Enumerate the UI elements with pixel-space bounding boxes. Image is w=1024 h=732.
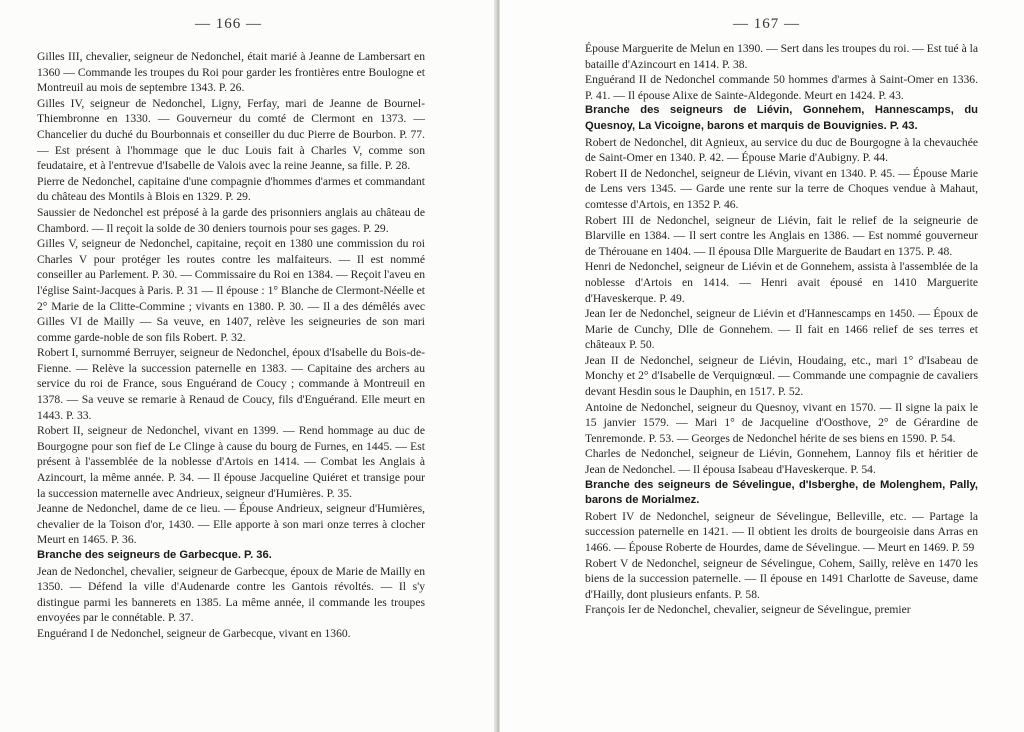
paragraph: Henri de Nedonchel, seigneur de Liévin et de Gonnehem, assista à l'assemblée de la noblesse d'Artois en 1414. — Henri avait épousé en 1410 Marguerite d'Haveskerque. P. 49. xyxy=(585,260,978,305)
page-number-right: — 167 — xyxy=(733,16,800,32)
paragraph: Gilles III, chevalier, seigneur de Nedonchel, était marié à Jeanne de Lambersart en 1360 — Commande les troupes du Roi pour garder les frontières entre Boulogne et Montreuil au mois de septembre 1343. P. 26. xyxy=(37,50,425,95)
section-heading: Branche des seigneurs de Liévin, Gonnehem, Hannescamps, du Quesnoy, La Vicoigne, barons et marquis de Bouvignies. P. 43. xyxy=(585,104,978,132)
paragraph: Enguérand I de Nedonchel, seigneur de Garbecque, vivant en 1360. xyxy=(37,626,351,640)
paragraph: Pierre de Nedonchel, capitaine d'une compagnie d'hommes d'armes et commandant du château des Montils à Blois en 1329. P. 29. xyxy=(37,174,425,204)
paragraph: Gilles IV, seigneur de Nedonchel, Ligny, Ferfay, mari de Jeanne de Bournel-Thiembronne en 1330. — Gouverneur du comté de Clermont en 1373. — Chancelier du duché du Bourbonnais et conseiller du duc Pierre de Bourbon. P. 77. — Est présent à l'hommage que le duc Louis fait à Charles V, comme son feudataire, et à l'entrevue d'Isabelle de Valois avec la reine Jeanne, sa fille. P. 28. xyxy=(37,96,425,173)
right-page xyxy=(500,0,1024,732)
right-page-text xyxy=(585,41,978,618)
page-number-left: — 166 — xyxy=(195,16,262,32)
paragraph: Robert II de Nedonchel, seigneur de Liévin, vivant en 1340. P. 45. — Épouse Marie de Lens vers 1345. — Garde une rente sur la terre de Choques vendue à Mahaut, comtesse d'Artois, en 1352 P. 46. xyxy=(585,166,978,211)
paragraph: Jeanne de Nedonchel, dame de ce lieu. — Épouse Andrieux, seigneur d'Humières, chevalier de la Toison d'or, 1430. — Elle apporte à son mari onze terres à clocher Meurt en 1465. P. 36. xyxy=(37,502,425,547)
paragraph: Robert III de Nedonchel, seigneur de Liévin, fait le relief de la seigneurie de Blarville en 1384. — Il sert contre les Anglais en 1386. — Est nommé gouverneur de Thérouane en 1404. — Il épousa Dlle Marguerite de Baudart en 1375. P. 48. xyxy=(585,213,978,258)
paragraph: Robert de Nedonchel, dit Agnieux, au service du duc de Bourgogne à la chevauchée de Saint-Omer en 1340. P. 42. — Épouse Marie d'Aubigny. P. 44. xyxy=(585,135,978,165)
left-page xyxy=(0,0,496,732)
paragraph: Robert V de Nedonchel, seigneur de Sévelingue, Cohem, Sailly, relève en 1470 les biens de la succession paternelle. — Il épouse en 1491 Charlotte de Saveuse, dame d'Hailly, dont plusieurs enfants. P. 58. xyxy=(585,556,978,601)
paragraph: Saussier de Nedonchel est préposé à la garde des prisonniers anglais au château de Chambord. — Il reçoit la solde de 30 deniers tournois pour ses gages. P. 29. xyxy=(37,205,425,235)
paragraph: Robert I, surnommé Berruyer, seigneur de Nedonchel, époux d'Isabelle du Bois-de-Fienne. — Relève la succession paternelle en 1383. — Capitaine des archers au service du roi de France, sous Enguérand de Coucy ; commande à Montreuil en 1378. — Sa veuve se remarie à Renaud de Coucy, fils d'Enguérand. Elle meurt en 1443. P. 33. xyxy=(37,346,425,422)
section-heading: Branche des seigneurs de Sévelingue, d'Isberghe, de Molenghem, Pally, barons de Morialmez. xyxy=(585,478,978,507)
paragraph: Jean Ier de Nedonchel, seigneur de Liévin et d'Hannescamps en 1450. — Époux de Marie de Cunchy, Dlle de Gonnehem. — Il fait en 1466 relief de ses terres et châteaux P. 50. xyxy=(585,307,978,352)
paragraph: Jean de Nedonchel, chevalier, seigneur de Garbecque, époux de Marie de Mailly en 1350. — Défend la ville d'Audenarde contre les Gantois révoltés. — Il s'y distingue parmi les bannerets en 1385. La même année, il commande les troupes envoyées par le connétable. P. 37. xyxy=(37,564,425,625)
paragraph: Enguérand II de Nedonchel commande 50 hommes d'armes à Saint-Omer en 1336. P. 41. — Il épouse Alixe de Sainte-Aldegonde. Meurt en 1424. P. 43. xyxy=(585,73,978,102)
paragraph: Épouse Marguerite de Melun en 1390. — Sert dans les troupes du roi. — Est tué à la bataille d'Azincourt en 1414. P. 38. xyxy=(585,42,978,71)
paragraph: Robert II, seigneur de Nedonchel, vivant en 1399. — Rend hommage au duc de Bourgogne pour son fief de Le Clinge à cause du bourg de Furnes, en 1445. — Est présent à l'assemblée de la noblesse d'Artois en 1414. — Combat les Anglais à Azincourt, la même année. P. 34. — Il épouse Jacqueline Quiéret et transige pour la succession maternelle avec Andrieux, seigneur d'Humières. P. 35. xyxy=(37,424,425,500)
left-page-text xyxy=(37,49,425,642)
section-heading: Branche des seigneurs de Garbecque. P. 36. xyxy=(37,549,272,561)
paragraph: Charles de Nedonchel, seigneur de Liévin, Gonnehem, Lannoy fils et héritier de Jean de Nedonchel. — Il épousa Isabeau d'Haveskerque. P. 54. xyxy=(585,447,978,477)
paragraph: Jean II de Nedonchel, seigneur de Liévin, Houdaing, etc., mari 1° d'Isabeau de Monchy et 2° d'Isabelle de Verquignœul. — Commande une compagnie de cavaliers devant Hesdin sous le Dauphin, en 1517. P. 52. xyxy=(585,353,978,399)
paragraph: Robert IV de Nedonchel, seigneur de Sévelingue, Belleville, etc. — Partage la succession paternelle en 1421. — Il obtient les droits de bourgeoisie dans Arras en 1466. — Épouse Roberte de Hourdes, dame de Sévelingue. — Meurt en 1469. P. 59 xyxy=(585,509,978,554)
paragraph: Gilles V, seigneur de Nedonchel, capitaine, reçoit en 1380 une commission du roi Charles V pour protéger les routes contre les malfaiteurs. — Il est nommé conseiller au Parlement. P. 30. — Commissaire du Roi en 1384. — Reçoit l'aveu en l'église Saint-Jacques à Paris. P. 31 — Il épouse : 1° Blanche de Clermont-Néelle et 2° Marie de la Clitte-Commine ; vivants en 1380. P. 30. — Il a des démêlés avec Gilles VI de Mailly — Sa veuve, en 1407, relève les seigneuries de son mari comme garde-noble de son fils Robert. P. 32. xyxy=(37,237,425,344)
paragraph: François Ier de Nedonchel, chevalier, seigneur de Sévelingue, premier xyxy=(585,603,911,617)
paragraph: Antoine de Nedonchel, seigneur du Quesnoy, vivant en 1570. — Il signe la paix le 15 janvier 1579. — Mari 1° de Jacqueline d'Oosthove, 2° de Gérardine de Tenremonde. P. 53. — Georges de Nedonchel hérite de ses biens en 1590. P. 54. xyxy=(585,400,978,445)
